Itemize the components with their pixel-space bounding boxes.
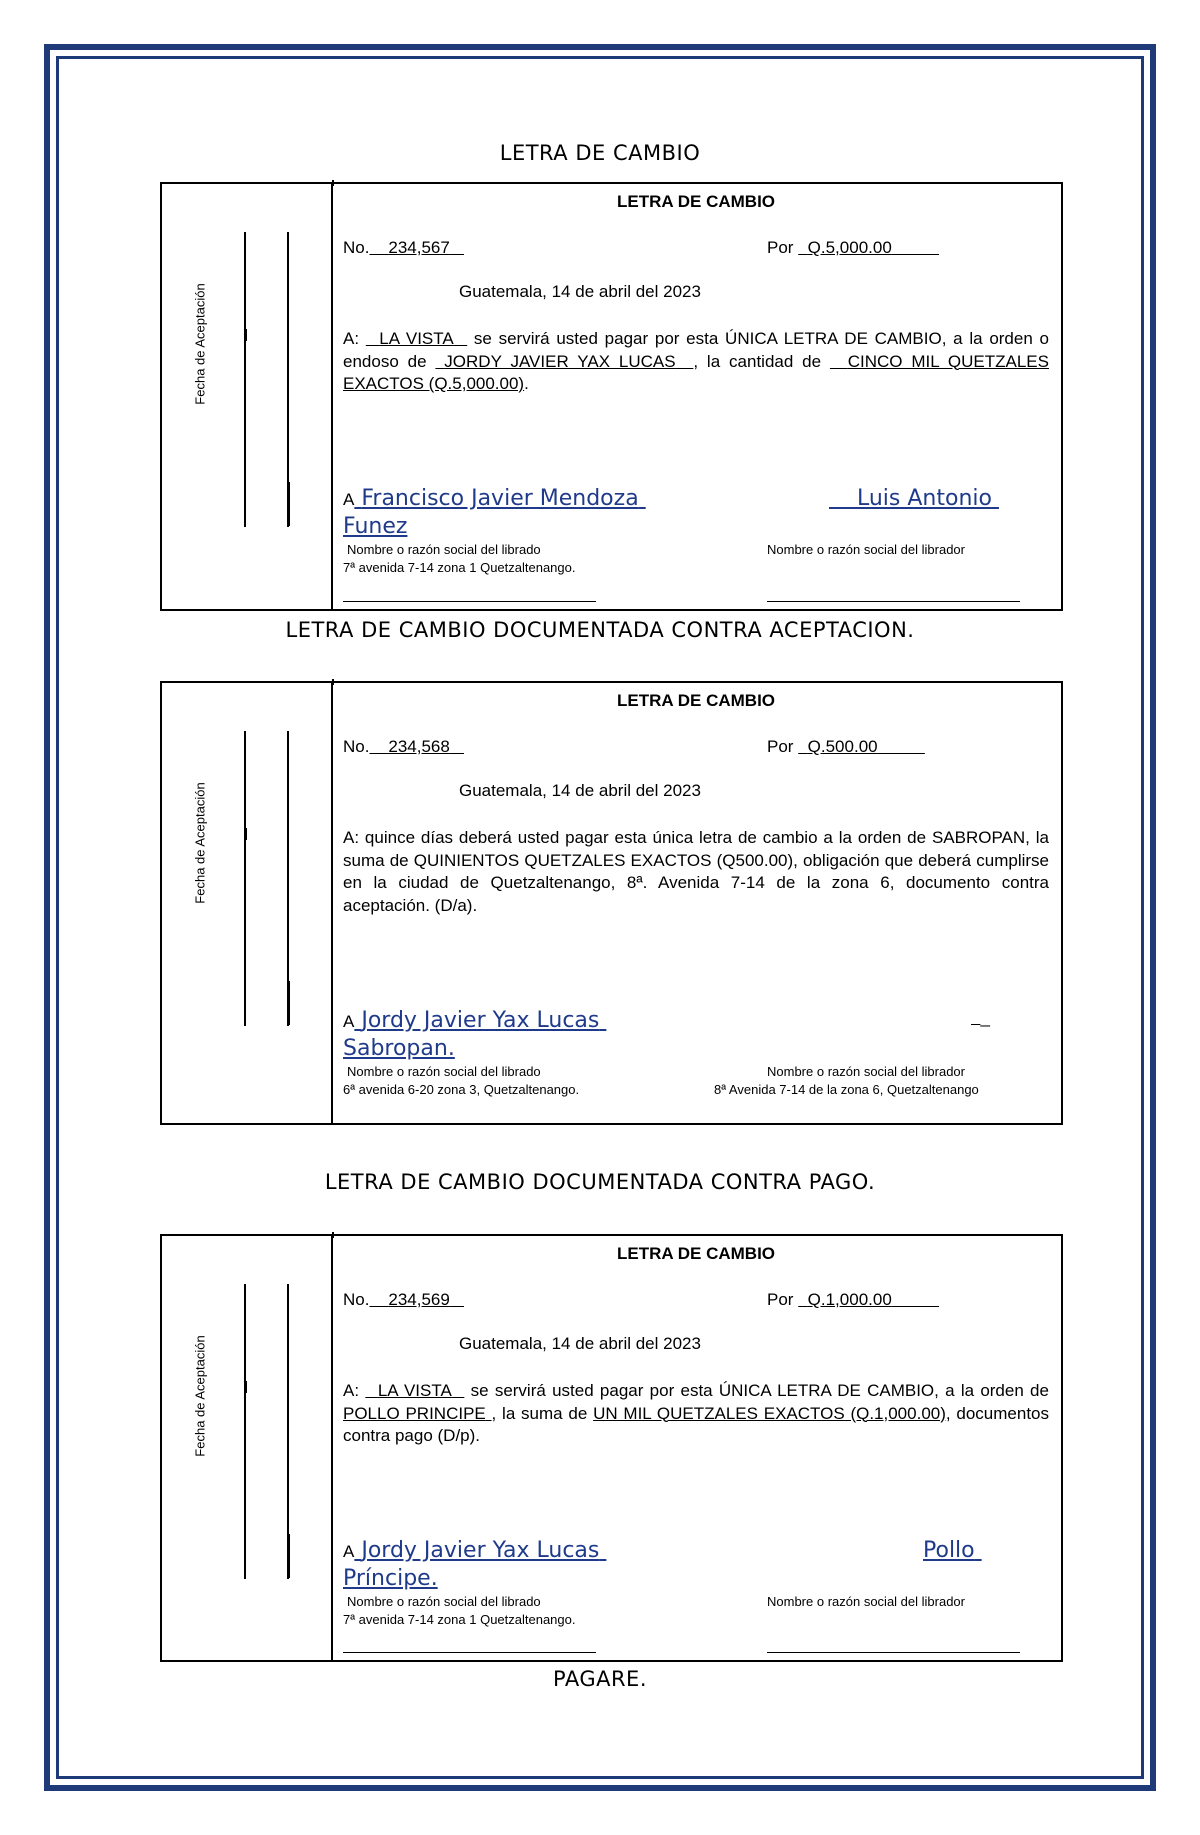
bill-amount: Por Q.500.00 — [767, 737, 878, 756]
drawer-address: 8ª Avenida 7-14 de la zona 6, Quetzaltenango — [714, 1082, 979, 1097]
stub-line — [244, 232, 246, 527]
section-heading-letra: LETRA DE CAMBIO — [499, 141, 701, 165]
bill-text: A: LA VISTA se servirá usted pagar por esta ÚNICA LETRA DE CAMBIO, a la orden de POLLO PRINCIPE , la suma de UN MIL QUETZALES EXACTOS (Q.1,000.00), documentos contra pago (D/p). — [343, 1381, 1049, 1445]
acceptance-date-label: Fecha de Aceptación — [192, 1335, 208, 1457]
stub-line — [244, 731, 246, 1026]
section-heading-pagare: PAGARE. — [553, 1667, 647, 1691]
acceptance-date-label: Fecha de Aceptación — [192, 283, 208, 405]
drawee-name: A Jordy Javier Yax Lucas — [343, 1008, 600, 1033]
bill-of-exchange-card-1 — [160, 182, 1063, 611]
drawee-address: 7ª avenida 7-14 zona 1 Quetzaltenango. — [343, 560, 576, 575]
issue-date: Guatemala, 14 de abril del 2023 — [459, 1334, 701, 1353]
issue-date: Guatemala, 14 de abril del 2023 — [459, 781, 701, 800]
acceptance-date-label: Fecha de Aceptación — [192, 782, 208, 904]
section-heading-aceptacion: LETRA DE CAMBIO DOCUMENTADA CONTRA ACEPTACION. — [285, 618, 915, 642]
drawee-name: A Jordy Javier Yax Lucas — [343, 1538, 600, 1563]
drawer-signature-line — [767, 1652, 1020, 1653]
drawee-signature-line — [343, 1652, 596, 1653]
drawee-name: A Francisco Javier Mendoza — [343, 486, 639, 511]
drawer-name: Pollo — [923, 1538, 975, 1563]
bill-number: No. 234,569 — [343, 1290, 450, 1309]
card-title: LETRA DE CAMBIO — [616, 1244, 776, 1263]
drawee-caption: Nombre o razón social del librado — [347, 542, 541, 557]
acceptance-stub — [162, 1236, 333, 1660]
drawer-name: Luis Antonio — [856, 486, 992, 511]
drawee-name-continued: Sabropan. — [343, 1036, 455, 1061]
drawer-signature-line — [767, 601, 1020, 602]
drawer-caption: Nombre o razón social del librador — [767, 542, 965, 557]
bill-number: No. 234,568 — [343, 737, 450, 756]
drawee-address: 6ª avenida 6-20 zona 3, Quetzaltenango. — [343, 1082, 580, 1097]
bill-amount: Por Q.5,000.00 — [767, 238, 892, 257]
drawee-caption: Nombre o razón social del librado — [347, 1594, 541, 1609]
drawee-address: 7ª avenida 7-14 zona 1 Quetzaltenango. — [343, 1612, 576, 1627]
drawer-caption: Nombre o razón social del librador — [767, 1594, 965, 1609]
drawee-caption: Nombre o razón social del librado — [347, 1064, 541, 1079]
drawer-name-marker: _ — [980, 1008, 990, 1027]
issue-date: Guatemala, 14 de abril del 2023 — [459, 282, 701, 301]
stub-line — [244, 1284, 246, 1579]
bill-amount: Por Q.1,000.00 — [767, 1290, 892, 1309]
card-title: LETRA DE CAMBIO — [616, 192, 776, 211]
drawer-caption: Nombre o razón social del librador — [767, 1064, 965, 1079]
drawee-signature-line — [343, 601, 596, 602]
bill-of-exchange-card-2 — [160, 681, 1063, 1125]
section-heading-pago: LETRA DE CAMBIO DOCUMENTADA CONTRA PAGO. — [324, 1170, 876, 1194]
bill-text: A: LA VISTA se servirá usted pagar por esta ÚNICA LETRA DE CAMBIO, a la orden o endoso de JORDY JAVIER YAX LUCAS , la cantidad de CINCO MIL QUETZALES EXACTOS (Q.5,000.00). — [343, 329, 1049, 393]
card-title: LETRA DE CAMBIO — [616, 691, 776, 710]
drawee-name-continued: Funez — [343, 514, 408, 539]
acceptance-stub — [162, 184, 333, 609]
drawee-name-continued: Príncipe. — [343, 1566, 438, 1591]
bill-text: A: quince días deberá usted pagar esta única letra de cambio a la orden de SABROPAN, la suma de QUINIENTOS QUETZALES EXACTOS (Q500.00), obligación que deberá cumplirse en la ciudad de Quetzaltenango, 8ª. Avenida 7-14 de la zona 6, documento contra aceptación. (D/a). — [343, 828, 1049, 915]
bill-of-exchange-card-3 — [160, 1234, 1063, 1662]
acceptance-stub — [162, 683, 333, 1123]
bill-number: No. 234,567 — [343, 238, 450, 257]
